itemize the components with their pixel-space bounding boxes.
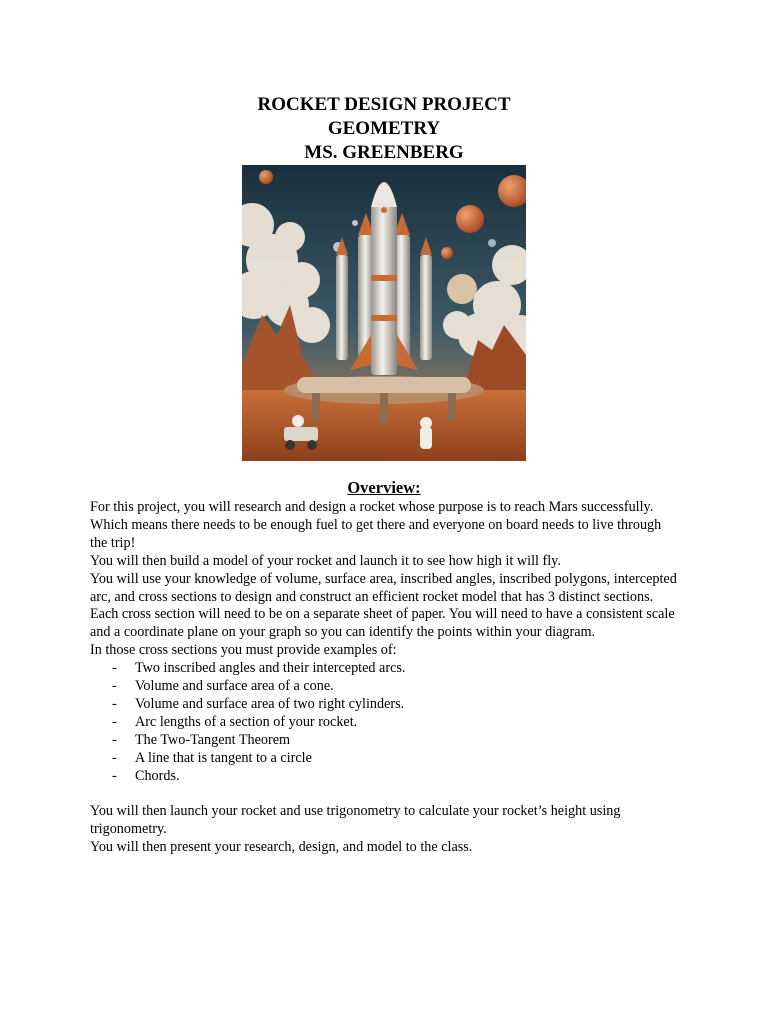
bullet-dash: -: [112, 749, 117, 766]
list-item-text: A line that is tangent to a circle: [135, 749, 312, 766]
list-item-text: The Two-Tangent Theorem: [135, 731, 291, 748]
list-item: [90, 732, 680, 750]
paragraph-examples-intro: In those cross sections you must provide examples of:: [90, 642, 397, 659]
list-item-text: Two inscribed angles and their intercepted arcs.: [135, 660, 406, 677]
list-item: [90, 714, 680, 732]
list-item: [90, 660, 680, 678]
bullet-dash: -: [112, 695, 117, 712]
bullet-dash: -: [112, 767, 117, 784]
paragraph-present: You will then present your research, design, and model to the class.: [90, 839, 473, 856]
list-item: [90, 768, 680, 786]
list-item-text: Arc lengths of a section of your rocket.: [135, 713, 358, 730]
list-item: [90, 750, 680, 768]
title-block: [0, 93, 768, 165]
bullet-dash: -: [112, 731, 117, 748]
bullet-dash: -: [112, 678, 117, 695]
paragraph-knowledge: You will use your knowledge of volume, surface area, inscribed angles, inscribed polygons, intercepted arc, and cross sections to design and construct an efficient rocket model that has 3 distinct sections.: [90, 570, 677, 605]
list-item: [90, 678, 680, 696]
list-item-text: Chords.: [135, 767, 180, 784]
rocket-illustration: [242, 165, 526, 461]
list-item: [90, 696, 680, 714]
title-line-subject: GEOMETRY: [327, 118, 441, 139]
bullet-dash: -: [112, 713, 117, 730]
list-item-text: Volume and surface area of two right cylinders.: [135, 695, 405, 712]
bullet-dash: -: [112, 660, 117, 677]
paragraph-build-model: You will then build a model of your rocket and launch it to see how high it will fly.: [90, 552, 561, 569]
overview-heading: Overview:: [347, 478, 421, 497]
requirements-list: [90, 660, 680, 785]
title-line-project: ROCKET DESIGN PROJECT: [257, 94, 511, 115]
paragraph-cross-sections: Each cross section will need to be on a separate sheet of paper. You will need to have a consistent scale and a coordinate plane on your graph so you can identify the points within your diagram.: [90, 606, 675, 641]
overview-body: [90, 499, 680, 857]
blank-line: [90, 786, 680, 804]
list-item-text: Volume and surface area of a cone.: [135, 678, 334, 695]
paragraph-project-purpose: For this project, you will research and design a rocket whose purpose is to reach Mars successfully. Which means there needs to be enough fuel to get there and everyone on board needs to live through the trip!: [90, 499, 662, 551]
title-line-teacher: MS. GREENBERG: [304, 142, 464, 163]
paragraph-launch: You will then launch your rocket and use trigonometry to calculate your rocket’s height using trigonometry.: [90, 803, 621, 838]
